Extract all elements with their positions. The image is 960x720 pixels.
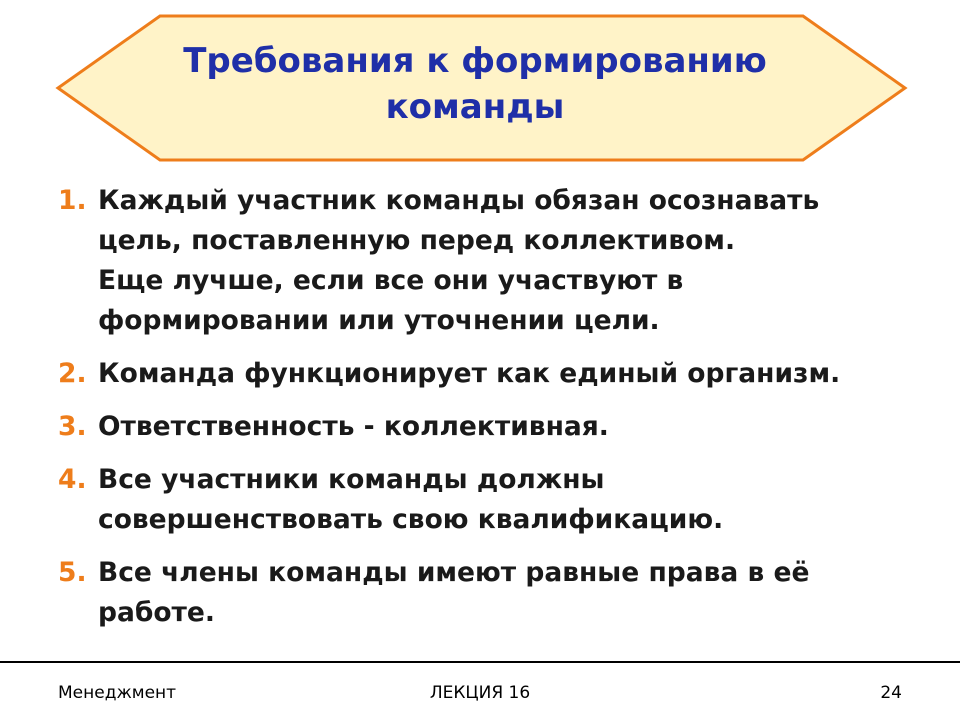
list-item xyxy=(58,553,938,633)
item-text: Каждый участник команды обязан осознавать цель, поставленную перед коллективом. Еще лучше, если все они участвуют в формировании или уточнении цели. xyxy=(98,185,820,336)
item-text: Команда функционирует как единый организм. xyxy=(98,358,841,389)
item-number: 2. xyxy=(58,358,87,389)
list-item xyxy=(58,354,938,394)
list-item xyxy=(58,181,938,341)
item-number: 5. xyxy=(58,557,87,588)
item-text: Все члены команды имеют равные права в её работе. xyxy=(98,557,810,628)
item-number: 3. xyxy=(58,411,87,442)
page-number: 24 xyxy=(880,683,902,703)
item-number: 4. xyxy=(58,464,87,495)
footer-lecture: ЛЕКЦИЯ 16 xyxy=(429,683,531,703)
requirements-list xyxy=(58,181,938,646)
footer-divider xyxy=(0,661,960,663)
item-number: 1. xyxy=(58,185,87,216)
slide-title: Требования к формированию команды xyxy=(183,41,767,127)
list-item xyxy=(58,407,938,447)
footer-course: Менеджмент xyxy=(58,683,177,703)
list-item xyxy=(58,460,938,540)
item-text: Ответственность - коллективная. xyxy=(98,411,609,442)
item-text: Все участники команды должны совершенствовать свою квалификацию. xyxy=(98,464,724,535)
